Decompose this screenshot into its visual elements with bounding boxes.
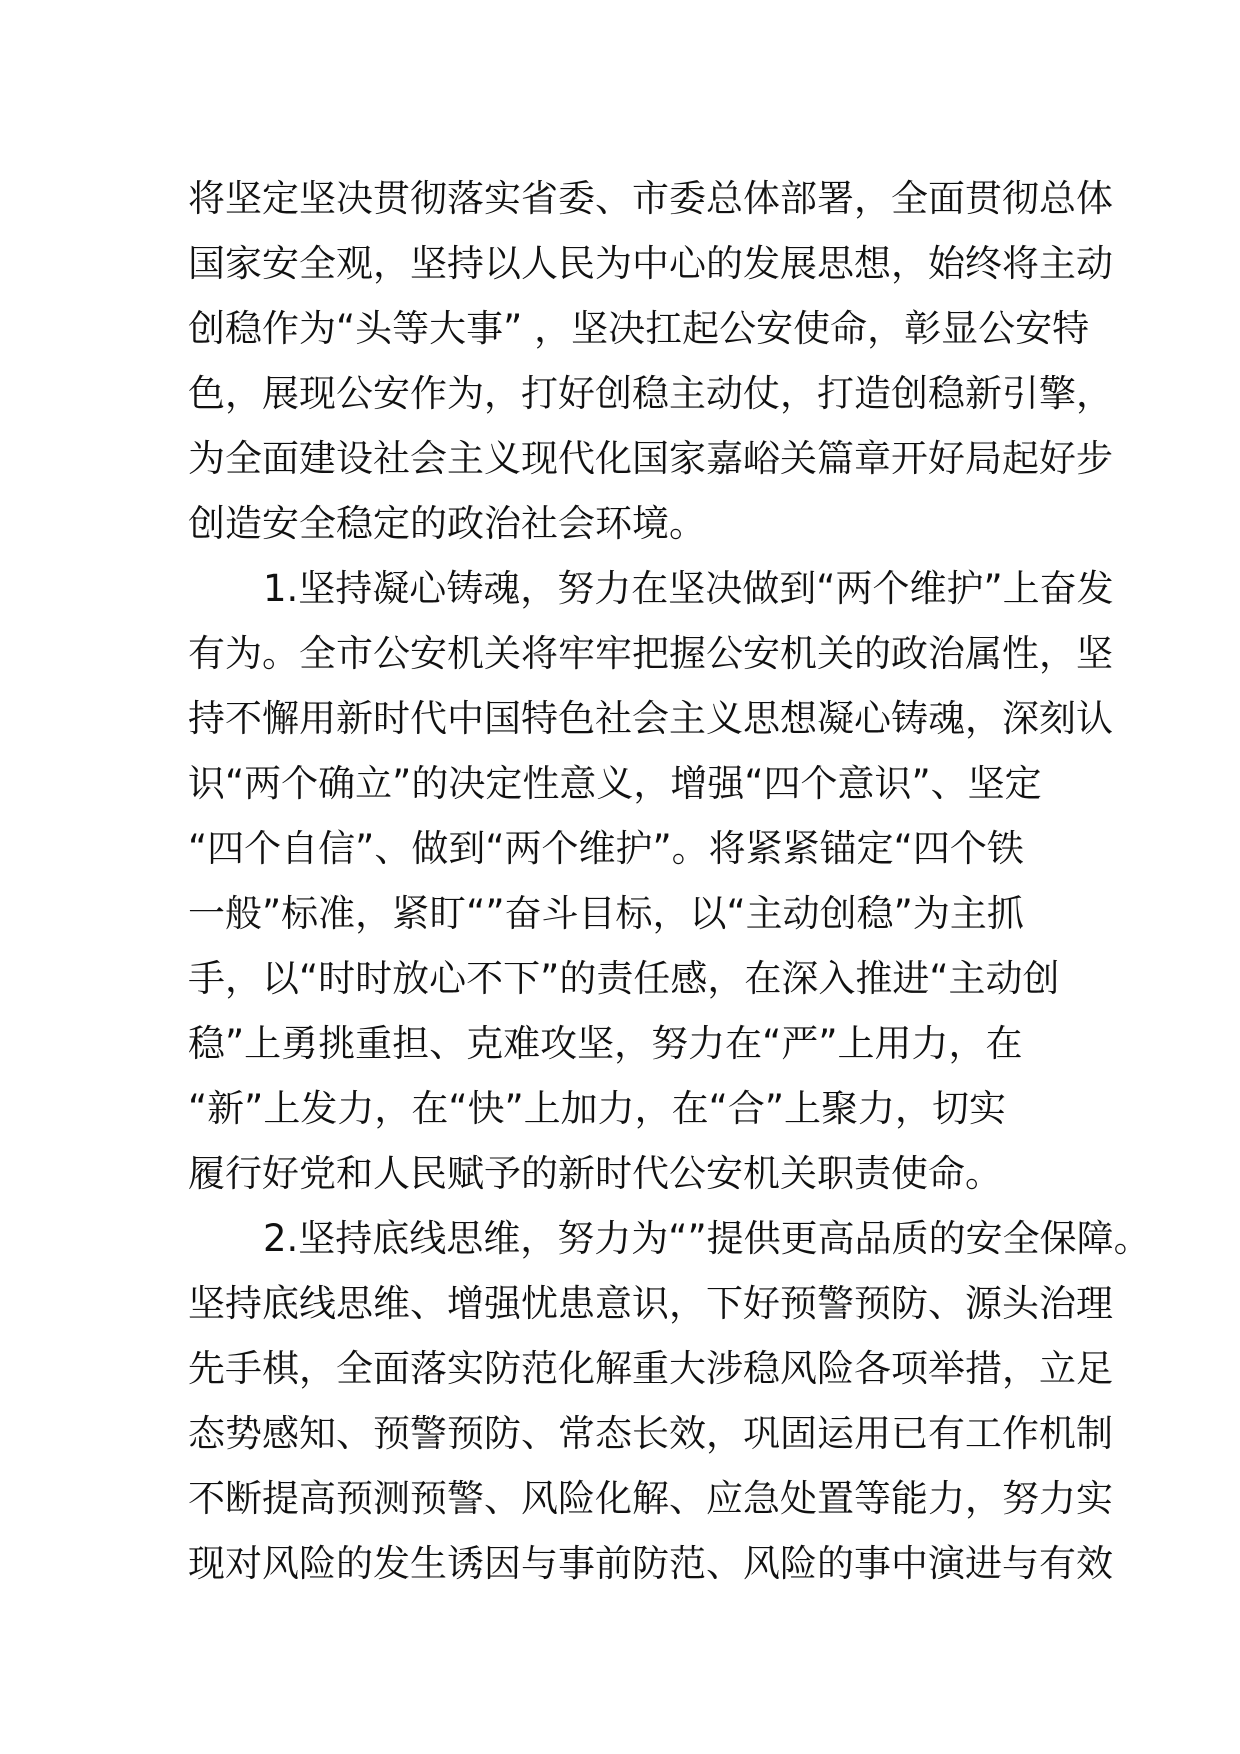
body-text xyxy=(188,166,1151,1596)
text-line: 识“两个确立”的决定性意义，增强“四个意识”、坚定 xyxy=(188,762,1042,805)
text-line: 2.坚持底线思维，努力为“”提供更高品质的安全保障。 xyxy=(263,1217,1151,1260)
text-line: 将坚定坚决贯彻落实省委、市委总体部署，全面贯彻总体 xyxy=(188,177,1113,220)
text-line: 态势感知、预警预防、常态长效，巩固运用已有工作机制 xyxy=(188,1412,1113,1455)
text-line: 手，以“时时放心不下”的责任感，在深入推进“主动创 xyxy=(188,957,1060,1000)
text-line: 现对风险的发生诱因与事前防范、风险的事中演进与有效 xyxy=(188,1542,1113,1585)
text-line: 稳”上勇挑重担、克难攻坚，努力在“严”上用力，在 xyxy=(188,1022,1023,1065)
text-line: 不断提高预测预警、风险化解、应急处置等能力，努力实 xyxy=(188,1477,1113,1520)
text-line: 1.坚持凝心铸魂，努力在坚决做到“两个维护”上奋发 xyxy=(263,567,1114,610)
text-line: 履行好党和人民赋予的新时代公安机关职责使命。 xyxy=(188,1152,1002,1195)
text-line: 创造安全稳定的政治社会环境。 xyxy=(188,502,706,545)
text-line: 国家安全观，坚持以人民为中心的发展思想，始终将主动 xyxy=(188,242,1113,285)
text-line: 创稳作为“头等大事” ，坚决扛起公安使命，彰显公安特 xyxy=(188,307,1090,350)
text-line: “新”上发力，在“快”上加力，在“合”上聚力，切实 xyxy=(188,1087,1007,1130)
text-line: 有为。全市公安机关将牢牢把握公安机关的政治属性，坚 xyxy=(188,632,1113,675)
paragraph-2 xyxy=(188,556,1114,1206)
text-line: 持不懈用新时代中国特色社会主义思想凝心铸魂，深刻认 xyxy=(188,697,1113,740)
paragraph-3 xyxy=(188,1206,1151,1596)
text-line: 为全面建设社会主义现代化国家嘉峪关篇章开好局起好步 xyxy=(188,437,1113,480)
text-line: 先手棋，全面落实防范化解重大涉稳风险各项举措，立足 xyxy=(188,1347,1113,1390)
text-line: 坚持底线思维、增强忧患意识，下好预警预防、源头治理 xyxy=(188,1282,1113,1325)
text-line: 一般”标准，紧盯“”奋斗目标，以“主动创稳”为主抓 xyxy=(188,892,1024,935)
paragraph-1 xyxy=(188,166,1113,556)
text-line: “四个自信”、做到“两个维护”。将紧紧锚定“四个铁 xyxy=(188,827,1024,870)
text-line: 色，展现公安作为，打好创稳主动仗，打造创稳新引擎， xyxy=(188,372,1113,415)
